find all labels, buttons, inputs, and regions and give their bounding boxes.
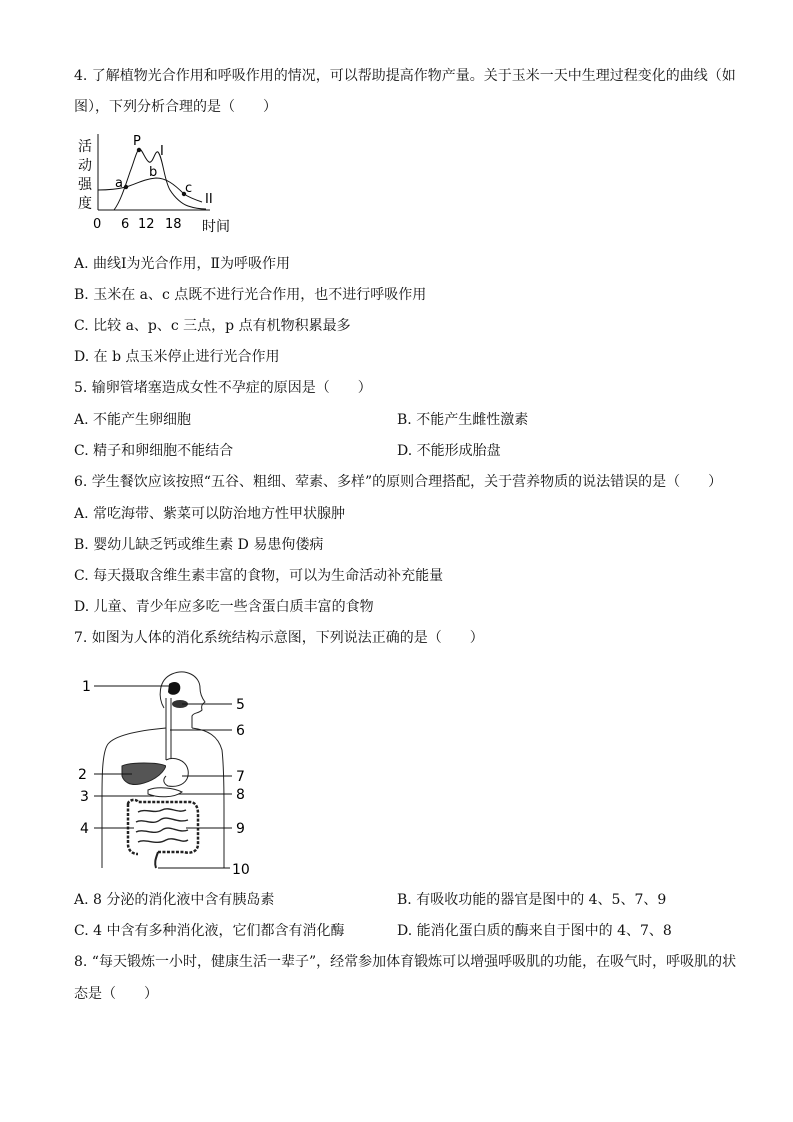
point-a-label: a [115,176,123,191]
q5-stem: 5. 输卵管堵塞造成女性不孕症的原因是（ ） [74,380,372,396]
point-c-label: c [185,181,193,196]
q7-digestive-system-figure [74,668,264,880]
x-tick-label: 18 [165,217,182,232]
q8-stem-line2: 态是（ ） [74,986,158,1002]
q4-stem-line2: 图），下列分析合理的是（ ） [74,99,277,115]
q7-option-c: C. 4 中含有多种消化液，它们都含有消化酶 [74,923,345,939]
q7-option-b: B. 有吸收功能的器官是图中的 4、5、7、9 [397,892,667,908]
small-intestine [136,809,188,842]
q5-option-a: A. 不能产生卵细胞 [74,412,192,428]
curve-II-label: II [205,192,213,207]
label-2: 2 [78,767,87,783]
q5-option-b: B. 不能产生雌性激素 [397,412,529,428]
y-label-char: 活 [78,139,92,155]
curve-I-label: I [160,144,164,159]
pancreas-duodenum [148,788,182,797]
q5-option-c: C. 精子和卵细胞不能结合 [74,443,234,459]
rectum [155,852,158,868]
x-tick-label: 0 [93,217,102,232]
esophagus [166,698,171,760]
pharynx [168,682,180,695]
q5-option-d: D. 不能形成胎盘 [397,443,501,459]
large-intestine [128,800,198,853]
point-p-label: P [133,134,141,149]
q6-stem: 6. 学生餐饮应该按照“五谷、粗细、荤素、多样”的原则合理搭配，关于营养物质的说法错误的是（ ） [74,474,723,490]
q6-option-b: B. 婴幼儿缺乏钙或维生素 D 易患佝偻病 [74,537,324,553]
x-tick-label: 12 [138,217,155,232]
q6-option-d: D. 儿童、青少年应多吃一些含蛋白质丰富的食物 [74,599,374,615]
q4-option-c: C. 比较 a、p、c 三点，p 点有机物积累最多 [74,318,351,334]
q7-option-a: A. 8 分泌的消化液中含有胰岛素 [74,892,275,908]
label-10: 10 [232,862,250,878]
q7-stem: 7. 如图为人体的消化系统结构示意图，下列说法正确的是（ ） [74,630,484,646]
label-6: 6 [236,723,245,739]
y-label-char: 动 [78,158,92,174]
x-tick-label: 6 [121,217,130,232]
label-7: 7 [236,769,245,785]
q6-option-a: A. 常吃海带、紫菜可以防治地方性甲状腺肿 [74,506,346,522]
label-4: 4 [80,821,89,837]
head-outline [160,672,205,728]
point-b-label: b [149,165,158,180]
y-label-char: 强 [78,177,92,193]
q4-option-a: A. 曲线Ⅰ为光合作用，Ⅱ为呼吸作用 [74,256,291,272]
label-9: 9 [236,821,245,837]
q7-option-d: D. 能消化蛋白质的酶来自于图中的 4、7、8 [397,923,672,939]
ascending-colon [128,804,138,854]
x-axis-label: 时间 [202,219,230,235]
q8-stem-line1: 8. “每天锻炼一小时，健康生活一辈子”，经常参加体育锻炼可以增强呼吸肌的功能，在吸气时，呼吸肌的状 [74,954,737,970]
q4-option-b: B. 玉米在 a、c 点既不进行光合作用，也不进行呼吸作用 [74,287,427,303]
q4-stem-line1: 4. 了解植物光合作用和呼吸作用的情况，可以帮助提高作物产量。关于玉米一天中生理过程变化的曲线（如 [74,68,736,84]
q6-option-c: C. 每天摄取含维生素丰富的食物，可以为生命活动补充能量 [74,568,444,584]
point-a-marker [124,185,128,189]
label-3: 3 [80,789,89,805]
torso-left [102,728,166,868]
stomach [164,758,188,786]
label-8: 8 [236,787,245,803]
y-label-char: 度 [78,196,92,212]
label-5: 5 [236,697,245,713]
q4-graph-figure [74,132,254,237]
label-1: 1 [82,679,91,695]
q4-option-d: D. 在 b 点玉米停止进行光合作用 [74,349,280,365]
